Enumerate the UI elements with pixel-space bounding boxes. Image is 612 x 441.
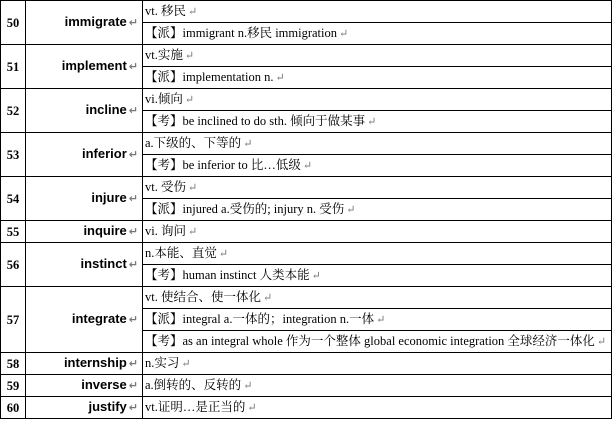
definition-text: 【考】as an integral whole 作为一个整体 global economic integration 全球经济一体化 (145, 334, 595, 348)
paragraph-mark-icon: ↵ (187, 182, 198, 194)
paragraph-mark-icon: ↵ (596, 336, 607, 348)
entry-number: 60 (1, 397, 26, 419)
paragraph-mark-icon: ↵ (128, 193, 138, 205)
entry-definition-line (143, 155, 612, 177)
definition-text: 【考】be inclined to do sth. 倾向于做某事 (145, 114, 366, 128)
entry-word (26, 243, 143, 287)
definition-text: n.实习 (145, 356, 180, 370)
entry-number: 55 (1, 221, 26, 243)
entry-word (26, 287, 143, 353)
table-row (1, 243, 612, 265)
table-row (1, 397, 612, 419)
paragraph-mark-icon: ↵ (247, 402, 257, 414)
paragraph-mark-icon: ↵ (184, 50, 195, 62)
entry-definition-line (143, 221, 612, 243)
entry-definition-line (143, 111, 612, 133)
entry-word (26, 45, 143, 89)
definition-text: 【派】implementation n. (145, 70, 274, 84)
paragraph-mark-icon: ↵ (181, 358, 191, 370)
entry-word-text: implement (61, 58, 127, 73)
entry-definition-line (143, 133, 612, 155)
entry-number: 58 (1, 353, 26, 375)
entry-number: 57 (1, 287, 26, 353)
entry-word-text: instinct (80, 256, 127, 271)
table-row (1, 353, 612, 375)
paragraph-mark-icon: ↵ (128, 61, 138, 73)
paragraph-mark-icon: ↵ (243, 138, 253, 150)
definition-text: a.倒转的、反转的 (145, 378, 242, 392)
entry-definition-line (143, 309, 612, 331)
paragraph-mark-icon: ↵ (128, 402, 138, 414)
entry-word-text: justify (88, 399, 127, 414)
entry-definition-line (143, 199, 612, 221)
definition-text: a.下级的、下等的 (145, 136, 242, 150)
entry-definition-line (143, 331, 612, 353)
definition-text: vt. 受伤 (145, 180, 186, 194)
definition-text: n.本能、直觉 (145, 246, 217, 260)
entry-word (26, 133, 143, 177)
paragraph-mark-icon: ↵ (243, 380, 253, 392)
entry-word (26, 177, 143, 221)
entry-number: 54 (1, 177, 26, 221)
paragraph-mark-icon: ↵ (262, 292, 273, 304)
paragraph-mark-icon: ↵ (128, 314, 138, 326)
entry-word-text: incline (85, 102, 127, 117)
paragraph-mark-icon: ↵ (339, 28, 349, 40)
paragraph-mark-icon: ↵ (187, 226, 198, 238)
entry-word (26, 375, 143, 397)
definition-text: vi.倾向 (145, 92, 183, 106)
table-row (1, 89, 612, 111)
paragraph-mark-icon: ↵ (128, 358, 138, 370)
paragraph-mark-icon: ↵ (218, 248, 229, 260)
entry-number: 56 (1, 243, 26, 287)
vocabulary-table-body (1, 1, 612, 419)
entry-word-text: inquire (83, 223, 127, 238)
entry-word-text: internship (63, 355, 127, 370)
entry-word (26, 397, 143, 419)
table-row (1, 375, 612, 397)
entry-number: 50 (1, 1, 26, 45)
definition-text: vt.证明…是正当的 (145, 400, 246, 414)
paragraph-mark-icon: ↵ (128, 149, 138, 161)
definition-text: vi. 询问 (145, 224, 186, 238)
entry-definition-line (143, 89, 612, 111)
paragraph-mark-icon: ↵ (128, 226, 138, 238)
table-row (1, 177, 612, 199)
entry-definition-line (143, 353, 612, 375)
definition-text: 【派】immigrant n.移民 immigration (145, 26, 337, 40)
entry-definition-line (143, 1, 612, 23)
entry-word (26, 89, 143, 133)
definition-text: 【派】integral a.一体的；integration n.一体 (145, 312, 375, 326)
entry-word (26, 353, 143, 375)
entry-word-text: injure (91, 190, 127, 205)
paragraph-mark-icon: ↵ (128, 105, 138, 117)
definition-text: 【考】human instinct 人类本能 (145, 268, 310, 282)
entry-word-text: integrate (71, 311, 127, 326)
paragraph-mark-icon: ↵ (128, 259, 138, 271)
entry-definition-line (143, 265, 612, 287)
table-row (1, 45, 612, 67)
paragraph-mark-icon: ↵ (302, 160, 313, 172)
paragraph-mark-icon: ↵ (275, 72, 285, 84)
paragraph-mark-icon: ↵ (367, 116, 377, 128)
entry-word-text: inferior (81, 146, 127, 161)
paragraph-mark-icon: ↵ (376, 314, 386, 326)
paragraph-mark-icon: ↵ (128, 17, 138, 29)
paragraph-mark-icon: ↵ (128, 380, 138, 392)
entry-definition-line (143, 243, 612, 265)
table-row (1, 133, 612, 155)
entry-definition-line (143, 67, 612, 89)
entry-word (26, 221, 143, 243)
entry-definition-line (143, 23, 612, 45)
paragraph-mark-icon: ↵ (184, 94, 195, 106)
entry-word-text: inverse (81, 377, 127, 392)
entry-definition-line (143, 177, 612, 199)
entry-number: 59 (1, 375, 26, 397)
definition-text: 【派】injured a.受伤的; injury n. 受伤 (145, 202, 345, 216)
paragraph-mark-icon: ↵ (187, 6, 198, 18)
entry-number: 53 (1, 133, 26, 177)
table-row (1, 221, 612, 243)
entry-definition-line (143, 375, 612, 397)
entry-definition-line (143, 397, 612, 419)
entry-word-text: immigrate (64, 14, 127, 29)
paragraph-mark-icon: ↵ (346, 204, 356, 216)
definition-text: vt. 移民 (145, 4, 186, 18)
entry-word (26, 1, 143, 45)
entry-definition-line (143, 45, 612, 67)
table-row (1, 287, 612, 309)
entry-number: 52 (1, 89, 26, 133)
definition-text: 【考】be inferior to 比…低级 (145, 158, 301, 172)
table-row (1, 1, 612, 23)
entry-number: 51 (1, 45, 26, 89)
entry-definition-line (143, 287, 612, 309)
definition-text: vt. 使结合、使一体化 (145, 290, 261, 304)
paragraph-mark-icon: ↵ (311, 270, 321, 282)
definition-text: vt.实施 (145, 48, 183, 62)
